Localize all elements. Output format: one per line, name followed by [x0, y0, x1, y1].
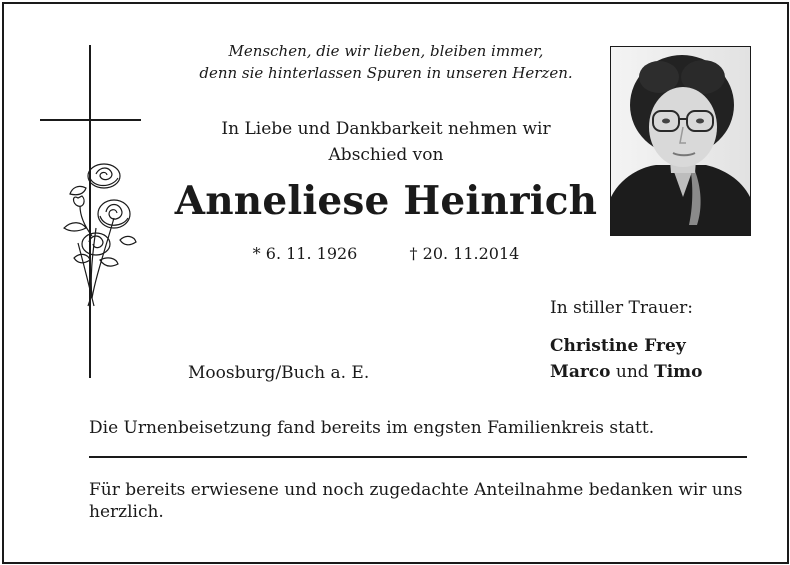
- memorial-quote: [160, 40, 612, 84]
- deceased-name: Anneliese Heinrich: [174, 178, 598, 224]
- birth-date: * 6. 11. 1926: [252, 244, 358, 263]
- thanks-note: Für bereits erwiesene und noch zugedachte Anteilnahme bedanken wir uns herzlich.: [89, 480, 743, 522]
- mourner-name: Timo: [654, 362, 703, 382]
- quote-line-2: denn sie hinterlassen Spuren in unseren Herzen.: [199, 64, 573, 82]
- mourner-name: Marco: [550, 362, 611, 382]
- intro-line-1: In Liebe und Dankbarkeit nehmen wir: [221, 119, 551, 139]
- farewell-intro: [160, 116, 612, 168]
- death-date: † 20. 11.2014: [409, 244, 520, 263]
- intro-line-2: Abschied von: [328, 145, 444, 165]
- portrait-photo: [610, 46, 751, 236]
- conjunction: und: [615, 362, 649, 382]
- quote-line-1: Menschen, die wir lieben, bleiben immer,: [228, 42, 544, 60]
- life-dates: [160, 242, 612, 266]
- divider: [89, 456, 747, 458]
- place-name: Moosburg/Buch a. E.: [188, 363, 370, 383]
- roses-icon: [56, 158, 138, 308]
- mourner-line-1: [550, 333, 686, 359]
- burial-note: Die Urnenbeisetzung fand bereits im engsten Familienkreis statt.: [89, 418, 655, 438]
- mourner-name: Christine Frey: [550, 336, 686, 356]
- mourner-line-2: [550, 359, 703, 385]
- mourners-label: In stiller Trauer:: [550, 298, 693, 318]
